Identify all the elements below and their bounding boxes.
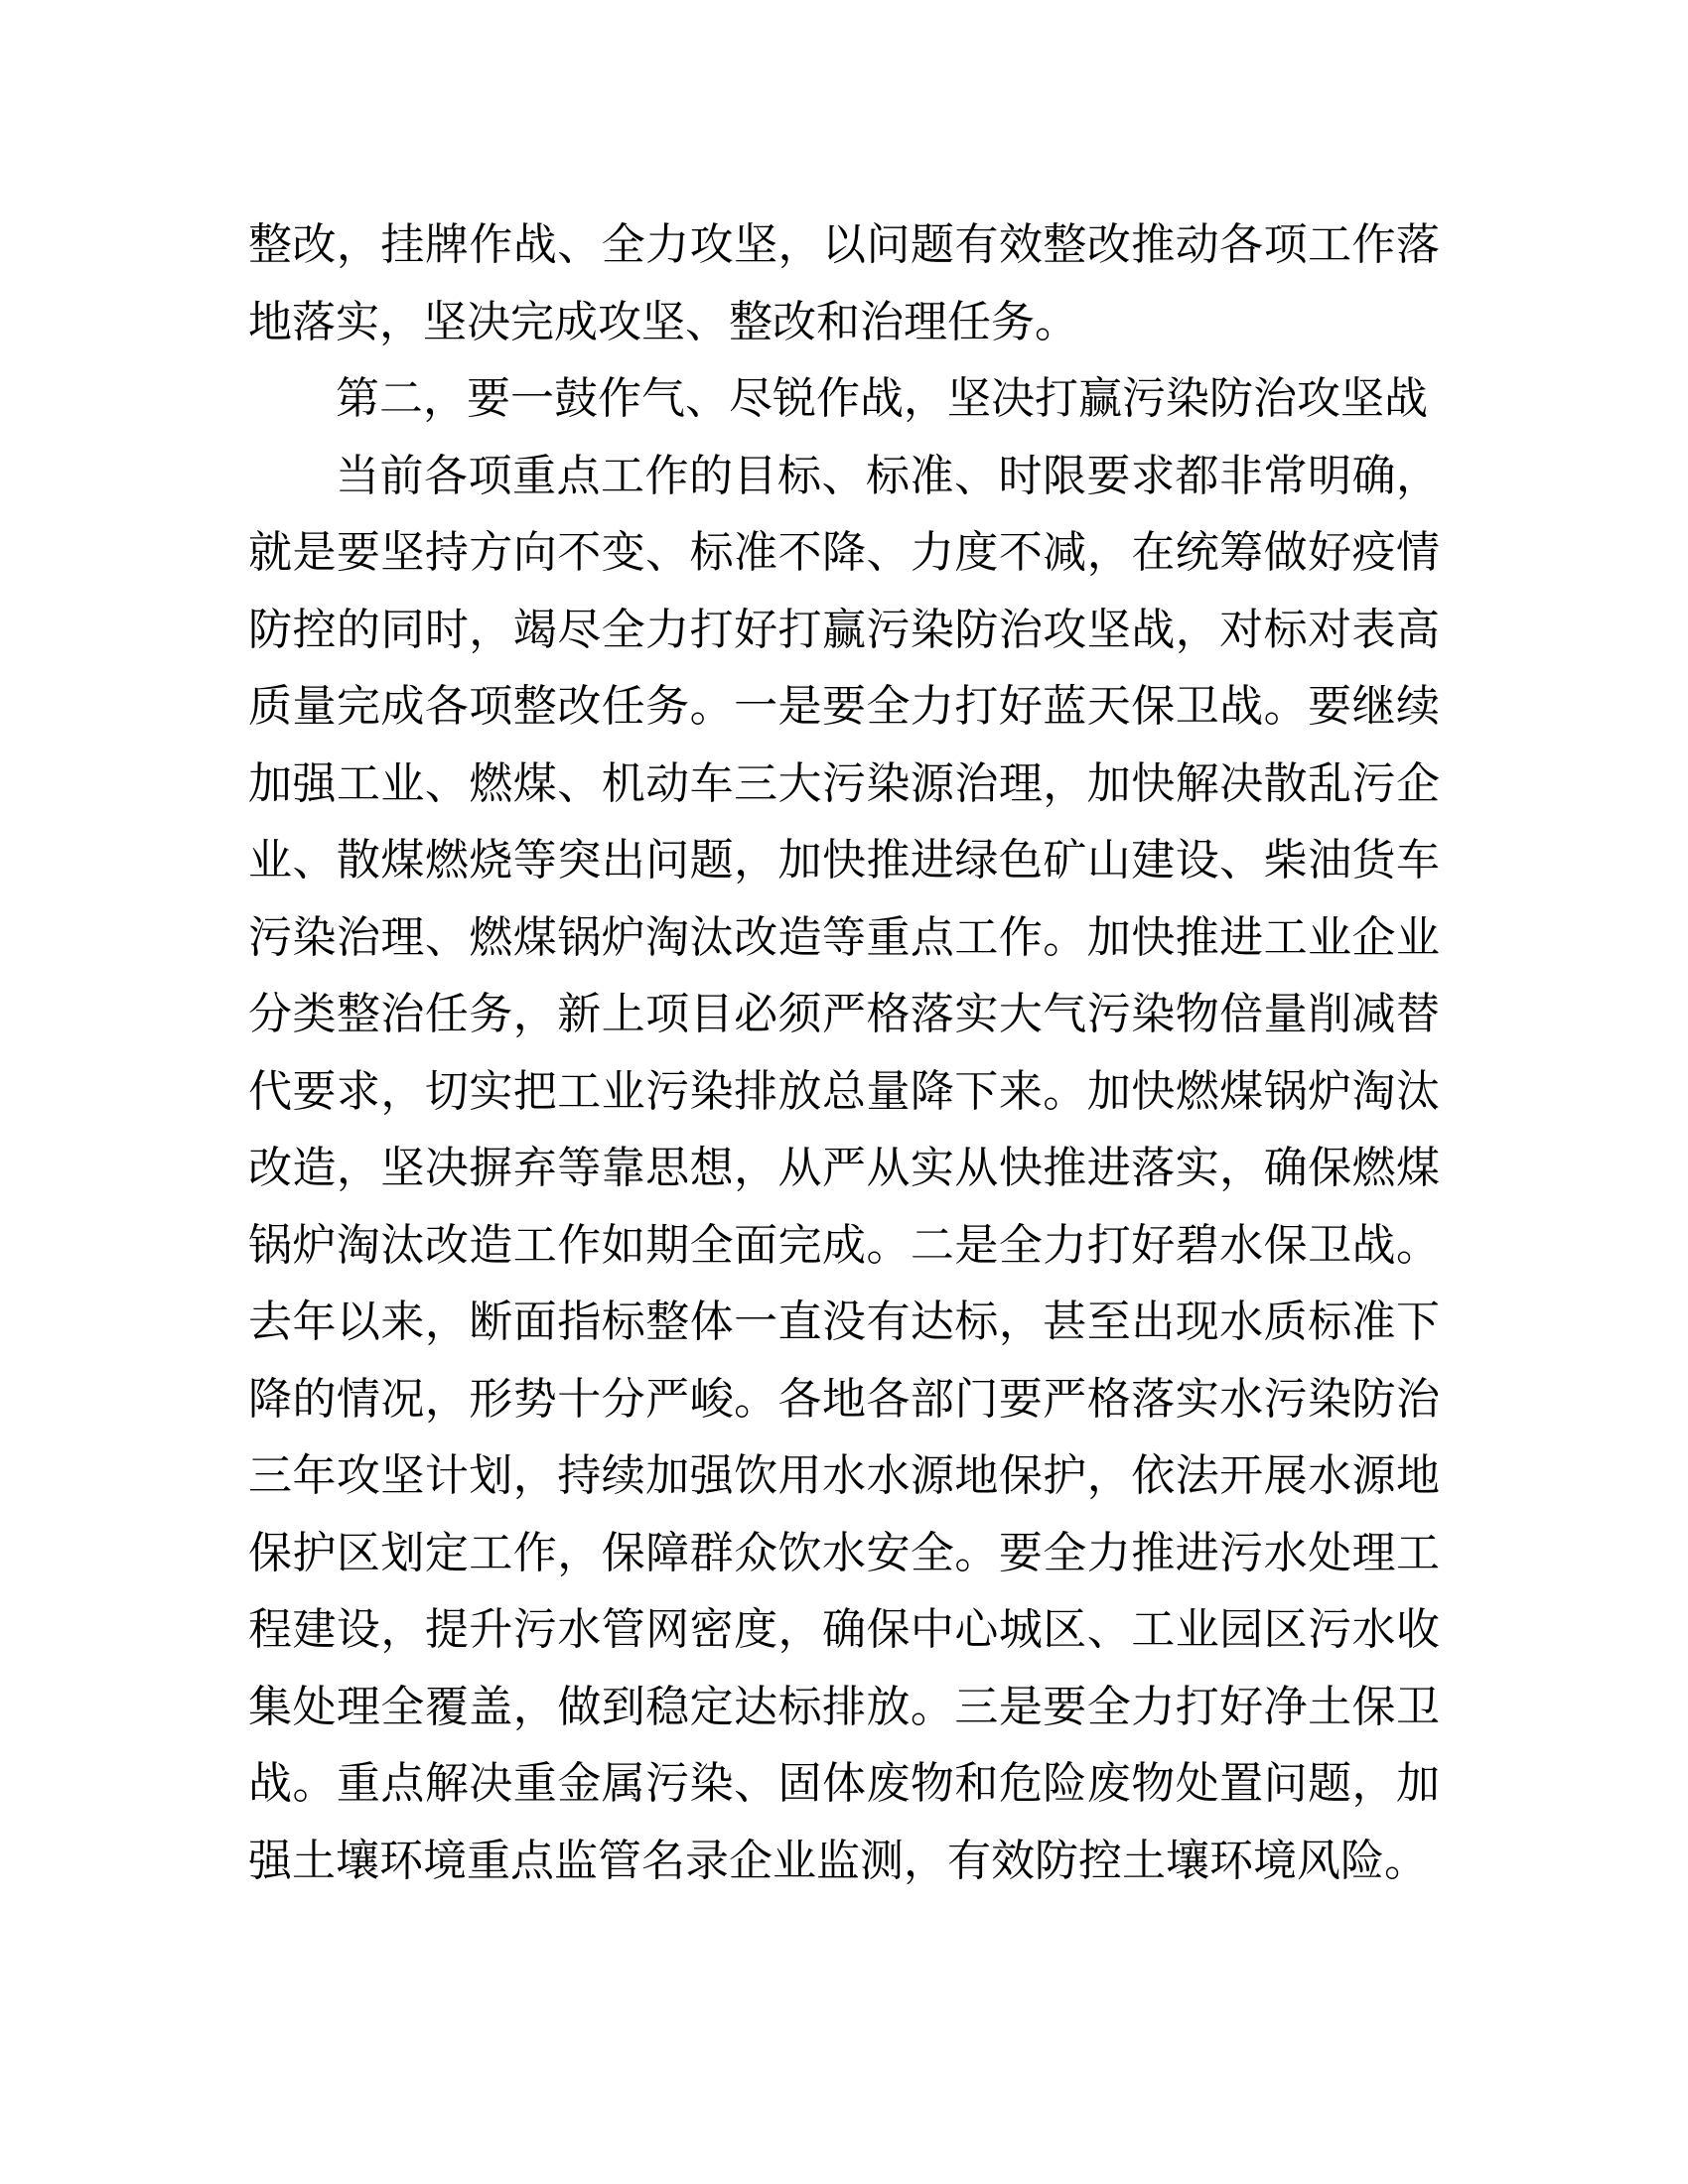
- document-body: [248, 206, 1440, 1899]
- section-heading: 第二，要一鼓作气、尽锐作战，坚决打赢污染防治攻坚战: [336, 373, 1428, 424]
- paragraph-continuation: 整改，挂牌作战、全力攻坚，以问题有效整改推动各项工作落地落实，坚决完成攻坚、整改和治理任务。: [248, 219, 1440, 347]
- paragraph-body: 当前各项重点工作的目标、标准、时限要求都非常明确，就是要坚持方向不变、标准不降、力度不减，在统筹做好疫情防控的同时，竭尽全力打好打赢污染防治攻坚战，对标对表高质量完成各项整改任务。一是要全力打好蓝天保卫战。要继续加强工业、燃煤、机动车三大污染源治理，加快解决散乱污企业、散煤燃烧等突出问题，加快推进绿色矿山建设、柴油货车污染治理、燃煤锅炉淘汰改造等重点工作。加快推进工业企业分类整治任务，新上项目必须严格落实大气污染物倍量削减替代要求，切实把工业污染排放总量降下来。加快燃煤锅炉淘汰改造，坚决摒弃等靠思想，从严从实从快推进落实，确保燃煤锅炉淘汰改造工作如期全面完成。二是全力打好碧水保卫战。去年以来，断面指标整体一直没有达标，甚至出现水质标准下降的情况，形势十分严峻。各地各部门要严格落实水污染防治三年攻坚计划，持续加强饮用水水源地保护，依法开展水源地保护区划定工作，保障群众饮水安全。要全力推进污水处理工程建设，提升污水管网密度，确保中心城区、工业园区污水收集处理全覆盖，做到稳定达标排放。三是要全力打好净土保卫战。重点解决重金属污染、固体废物和危险废物处置问题，加强土壤环境重点监管名录企业监测，有效防控土壤环境风险。: [248, 450, 1440, 1886]
